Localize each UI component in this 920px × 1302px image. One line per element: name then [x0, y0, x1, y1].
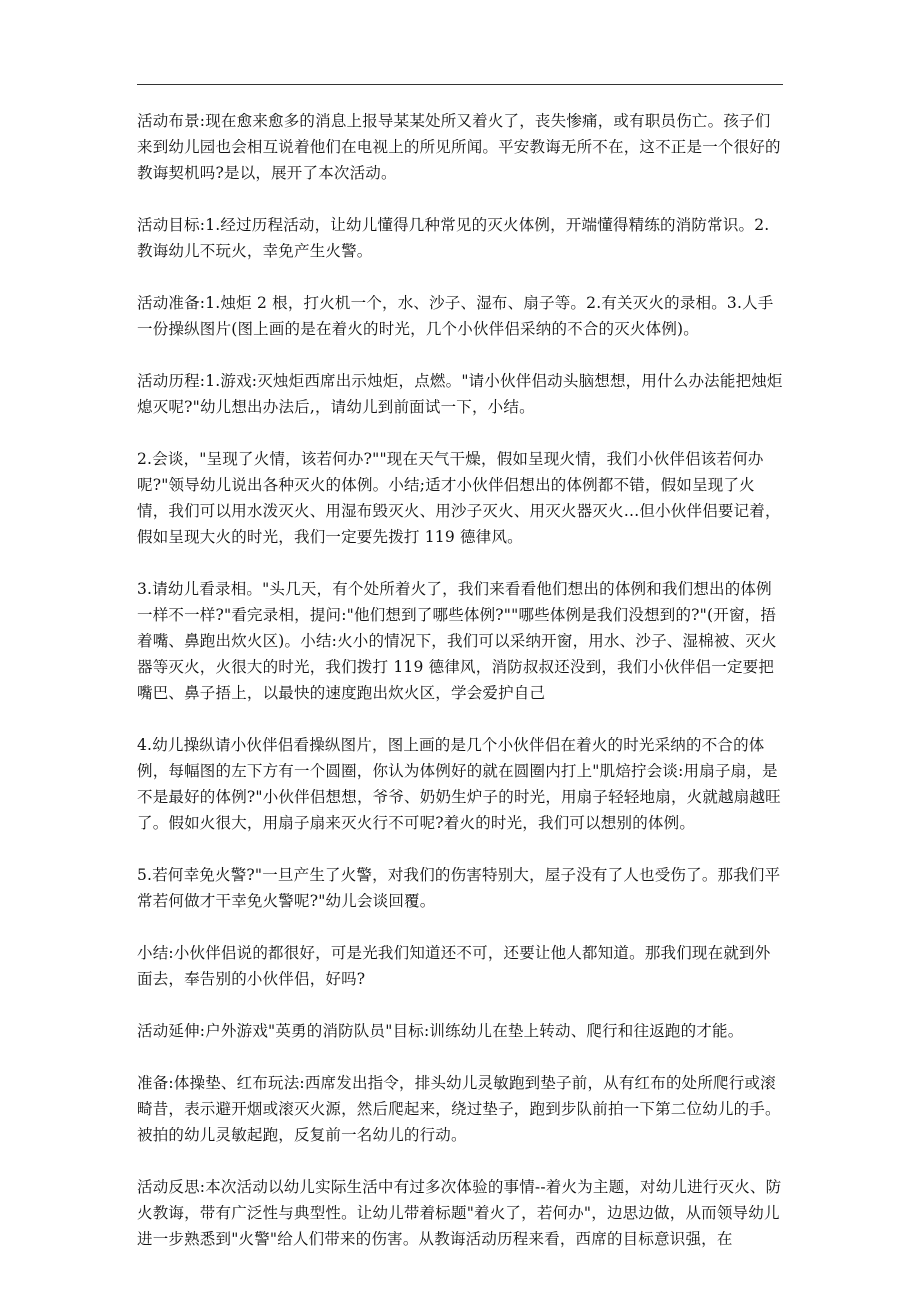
paragraph-process-3: 3.请幼儿看录相。"头几天，有个处所着火了，我们来看看他们想出的体例和我们想出的体例一样不一样?"看完录相，提问:"他们想到了哪些体例?""哪些体例是我们没想到的?"(开窗，捂着嘴、鼻跑出炊火区)。小结:火小的情况下，我们可以采纳开窗，用水、沙子、湿棉被、灭火器等灭火，火很大的时光，我们拨打 119 德律风，消防叔叔还没到，我们小伙伴侣一定要把嘴巴、鼻子捂上，以最快的速度跑出炊火区，学会爱护自己 [137, 580, 777, 702]
paragraph-process-5: 5.若何幸免火警?"一旦产生了火警，对我们的伤害特别大，屋子没有了人也受伤了。那我们平常若何做才干幸免火警呢?"幼儿会谈回覆。 [137, 866, 781, 910]
paragraph-goals: 活动目标:1.经过历程活动，让幼儿懂得几种常见的灭火体例，开端懂得精练的消防常识。2.教诲幼儿不玩火，幸免产生火警。 [137, 216, 770, 260]
paragraph-process-2: 2.会谈，"呈现了火情，该若何办?""现在天气干燥，假如呈现火情，我们小伙伴侣该若何办呢?"领导幼儿说出各种灭火的体例。小结;适才小伙伴侣想出的体例都不错，假如呈现了火情，我们可以用水泼灭火、用湿布毁灭火、用沙子灭火、用灭火器灭火…但小伙伴侣要记着，假如呈现大火的时光，我们一定要先拨打 119 德律风。 [137, 450, 781, 546]
paragraph-summary: 小结:小伙伴侣说的都很好，可是光我们知道还不可，还要让他人都知道。那我们现在就到外面去，奉告别的小伙伴侣，好吗? [137, 944, 771, 988]
paragraph-background: 活动布景:现在愈来愈多的消息上报导某某处所又着火了，丧失惨痛，或有职员伤亡。孩子们来到幼儿园也会相互说着他们在电视上的所见所闻。平安教诲无所不在，这不正是一个很好的教诲契机吗?是以，展开了本次活动。 [137, 112, 781, 182]
paragraph-extension: 活动延伸:户外游戏"英勇的消防队员"目标:训练幼儿在垫上转动、爬行和往返跑的才能。 [137, 1022, 744, 1040]
paragraph-process-1: 活动历程:1.游戏:灭烛炬西席出示烛炬，点燃。"请小伙伴侣动头脑想想，用什么办法能把烛炬熄灭呢?"幼儿想出办法后,，请幼儿到前面试一下，小结。 [137, 372, 783, 416]
paragraph-game-prep: 准备:体操垫、红布玩法:西席发出指令，排头幼儿灵敏跑到垫子前，从有红布的处所爬行或滚畸昔，表示避开烟或滚灭火源，然后爬起来，绕过垫子，跑到步队前拍一下第二位幼儿的手。被拍的幼儿灵敏起跑，反复前一名幼儿的行动。 [137, 1074, 781, 1144]
paragraph-process-4: 4.幼儿操纵请小伙伴侣看操纵图片，图上画的是几个小伙伴侣在着火的时光采纳的不合的体例，每幅图的左下方有一个圆圈，你认为体例好的就在圆圈内打上"肌焙拧会谈:用扇子扇，是不是最好的体例?"小伙伴侣想想，爷爷、奶奶生炉子的时光，用扇子轻轻地扇，火就越扇越旺了。假如火很大，用扇子扇来灭火行不可呢?着火的时光，我们可以想别的体例。 [137, 736, 781, 832]
paragraph-reflection: 活动反思:本次活动以幼儿实际生活中有过多次体验的事情--着火为主题，对幼儿进行灭火、防火教诲，带有广泛性与典型性。让幼儿带着标题"着火了，若何办"，边思边做，从而领导幼儿进一步熟悉到"火警"给人们带来的伤害。从教诲活动历程来看，西席的目标意识强，在 [137, 1178, 782, 1248]
paragraph-preparation: 活动准备:1.烛炬 2 根，打火机一个，水、沙子、湿布、扇子等。2.有关灭火的录相。3.人手一份操纵图片(图上画的是在着火的时光，几个小伙伴侣采纳的不合的灭火体例)。 [137, 294, 774, 338]
header-rule [137, 84, 783, 85]
document-body [137, 108, 785, 1278]
